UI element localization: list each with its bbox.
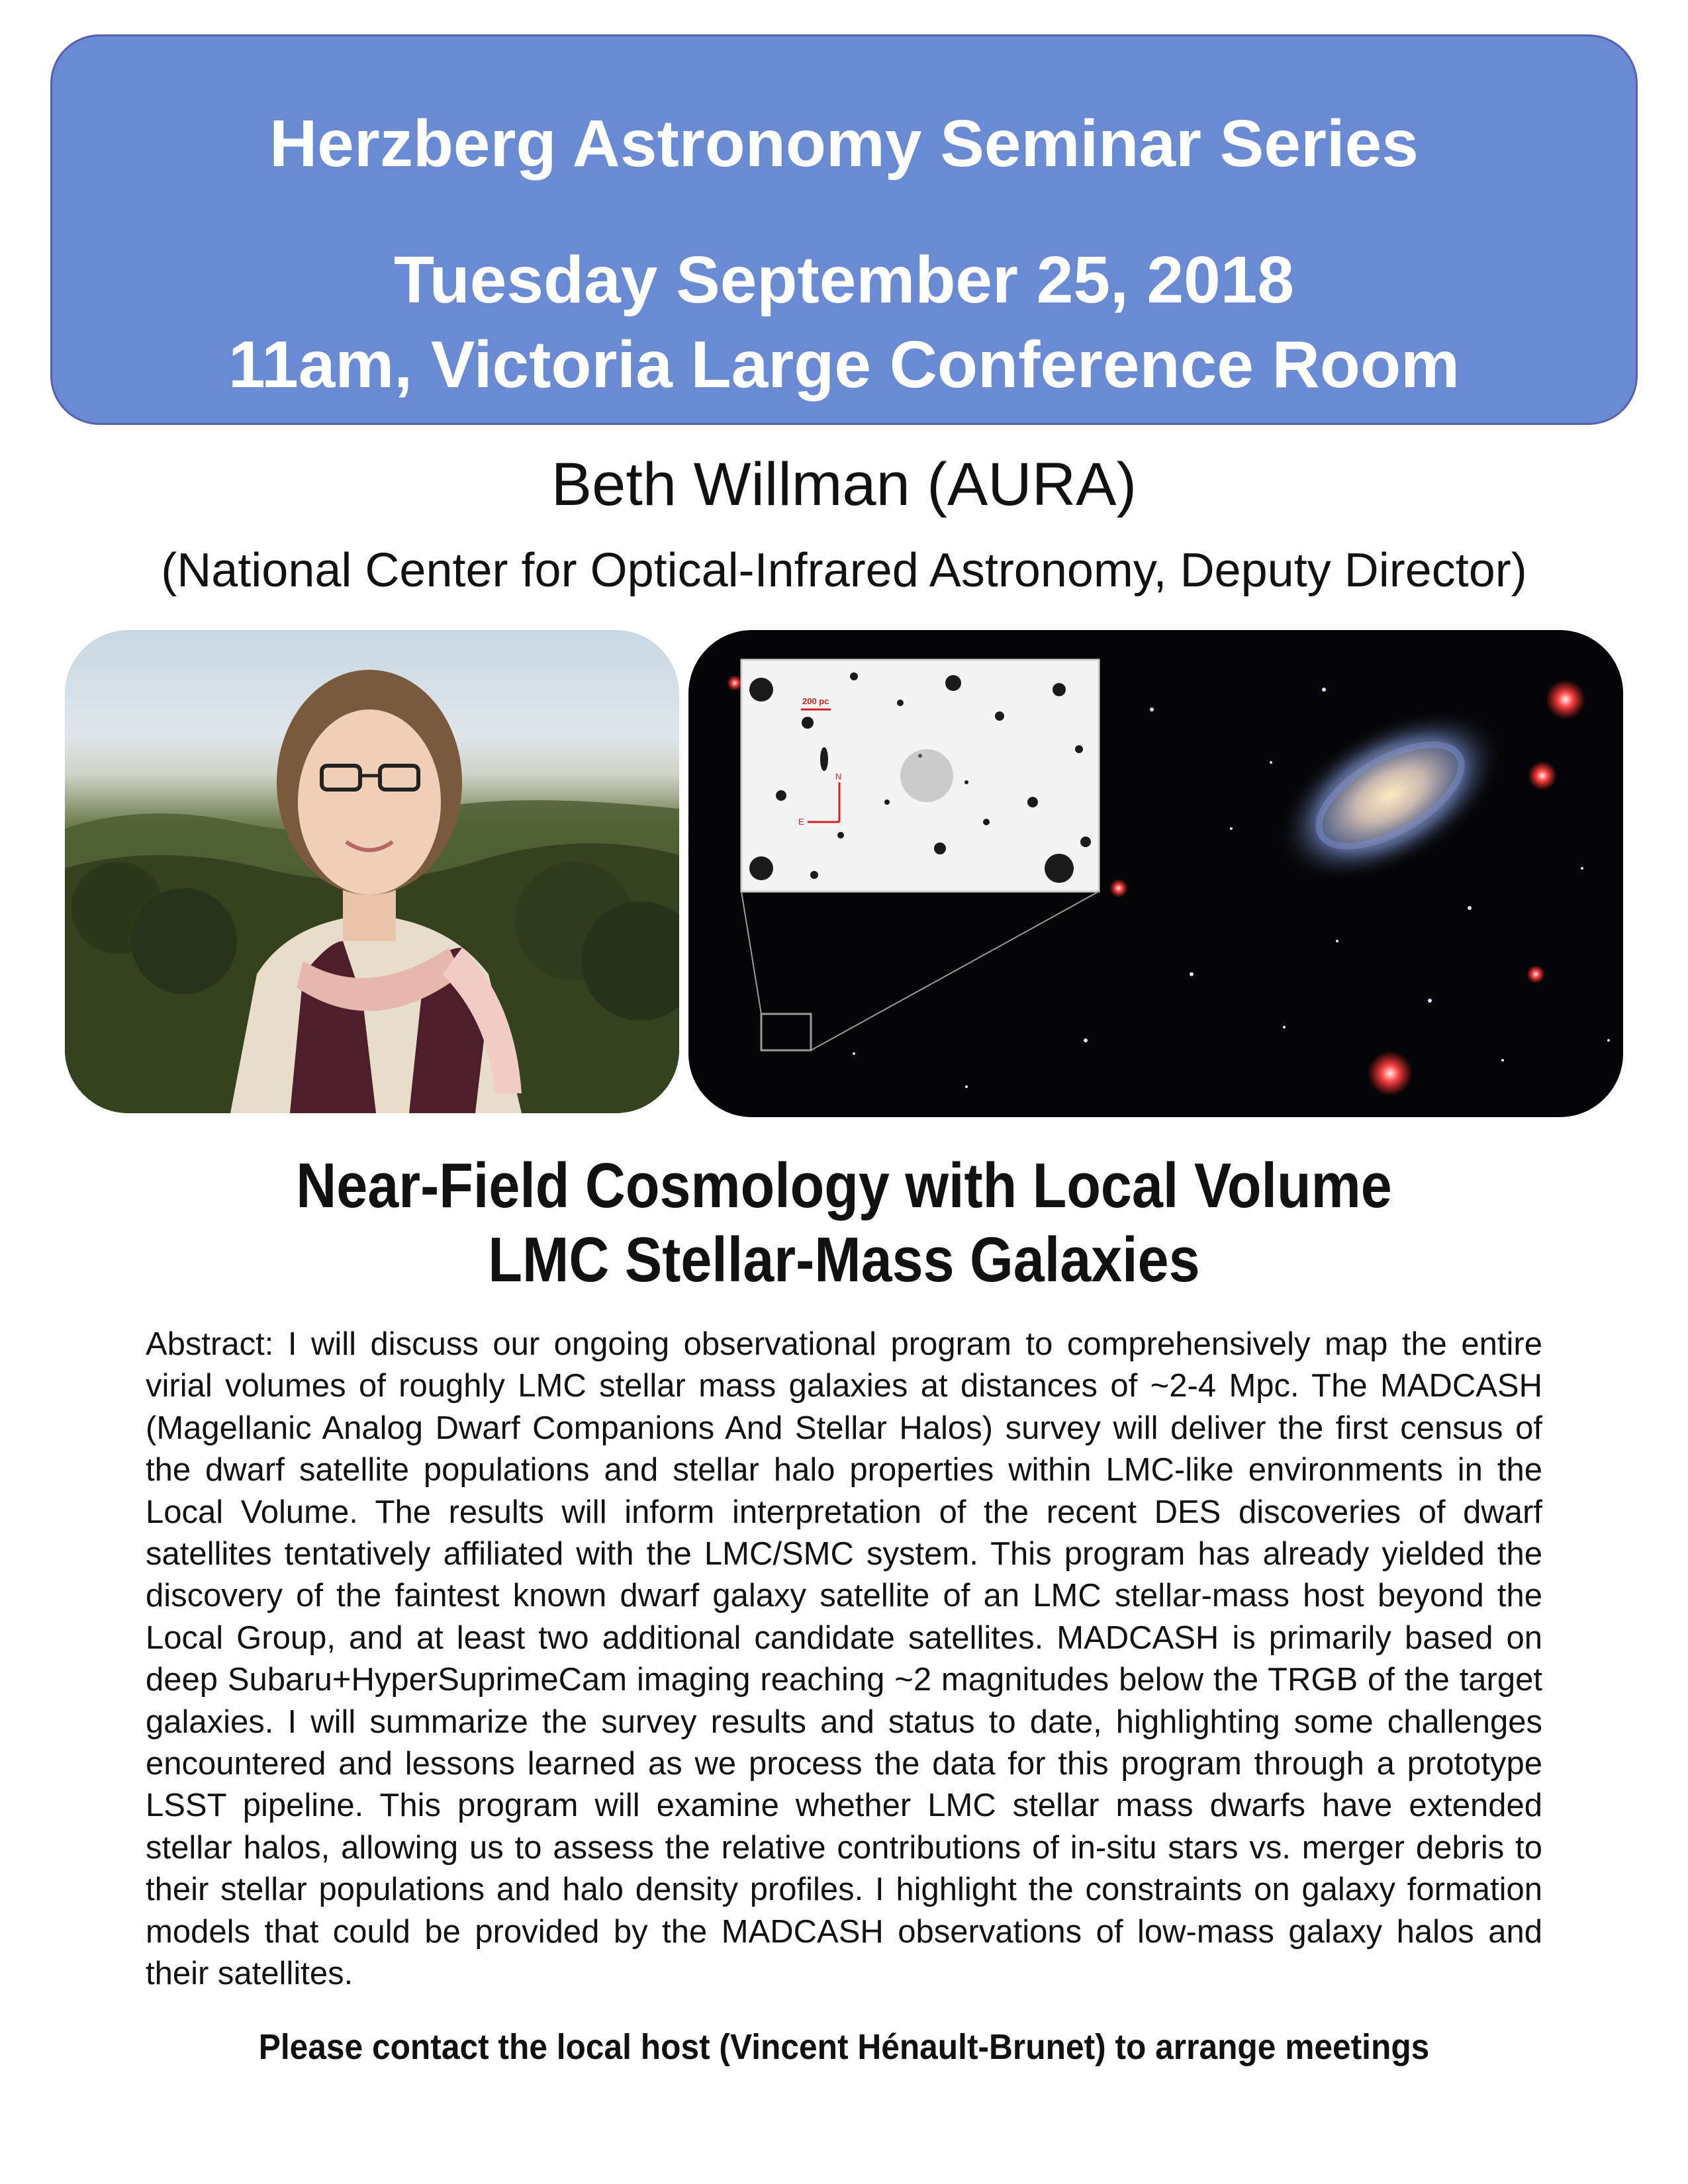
galaxy-field-graphic (688, 630, 1623, 1117)
speaker-affiliation: (National Center for Optical-Infrared Astronomy, Deputy Director) (161, 544, 1527, 597)
inset-north-label: N (835, 772, 842, 782)
inset-scale-label: 200 pc (802, 696, 829, 706)
header-banner (50, 34, 1638, 425)
speaker-name: Beth Willman (AURA) (551, 451, 1137, 518)
talk-title-line1: Near-Field Cosmology with Local Volume (296, 1150, 1392, 1221)
galaxy-image (688, 630, 1623, 1117)
contact-note: Please contact the local host (Vincent Hénault-Brunet) to arrange meetings (258, 2027, 1430, 2067)
talk-title (101, 1149, 1587, 1297)
speaker-portrait-graphic (65, 630, 679, 1113)
seminar-time-location: 11am, Victoria Large Conference Room (228, 328, 1460, 402)
seminar-series-title: Herzberg Astronomy Seminar Series (269, 107, 1419, 181)
inset-east-label: E (798, 817, 804, 827)
seminar-date: Tuesday September 25, 2018 (394, 243, 1294, 317)
talk-abstract: Abstract: I will discuss our ongoing observational program to comprehensively map the entire virial volumes of roughly LMC stellar mass galaxies at distances of ~2-4 Mpc. The MADCASH (Magellanic Analog Dwarf Companions And Stellar Halos) survey will deliver the first census of the dwarf satellite populations and stellar halo properties within LMC-like environments in the Local Volume. The results will inform interpretation of the recent DES discoveries of dwarf satellites tentatively affiliated with the LMC/SMC system. This program has already yielded the discovery of the faintest known dwarf galaxy satellite of an LMC stellar-mass host beyond the Local Group, and at least two additional candidate satellites. MADCASH is primarily based on deep Subaru+HyperSuprimeCam imaging reaching ~2 magnitudes below the TRGB of the target galaxies. I will summarize the survey results and status to date, highlighting some challenges encountered and lessons learned as we process the data for this program through a prototype LSST pipeline. This program will examine whether LMC stellar mass dwarfs have extended stellar halos, allowing us to assess the relative contributions of in-situ stars vs. merger debris to their stellar populations and halo density profiles. I highlight the constraints on galaxy formation models that could be provided by the MADCASH observations of low-mass galaxy halos and their satellites. (146, 1326, 1542, 1992)
talk-title-line2: LMC Stellar-Mass Galaxies (488, 1224, 1200, 1295)
speaker-photo (65, 630, 679, 1113)
